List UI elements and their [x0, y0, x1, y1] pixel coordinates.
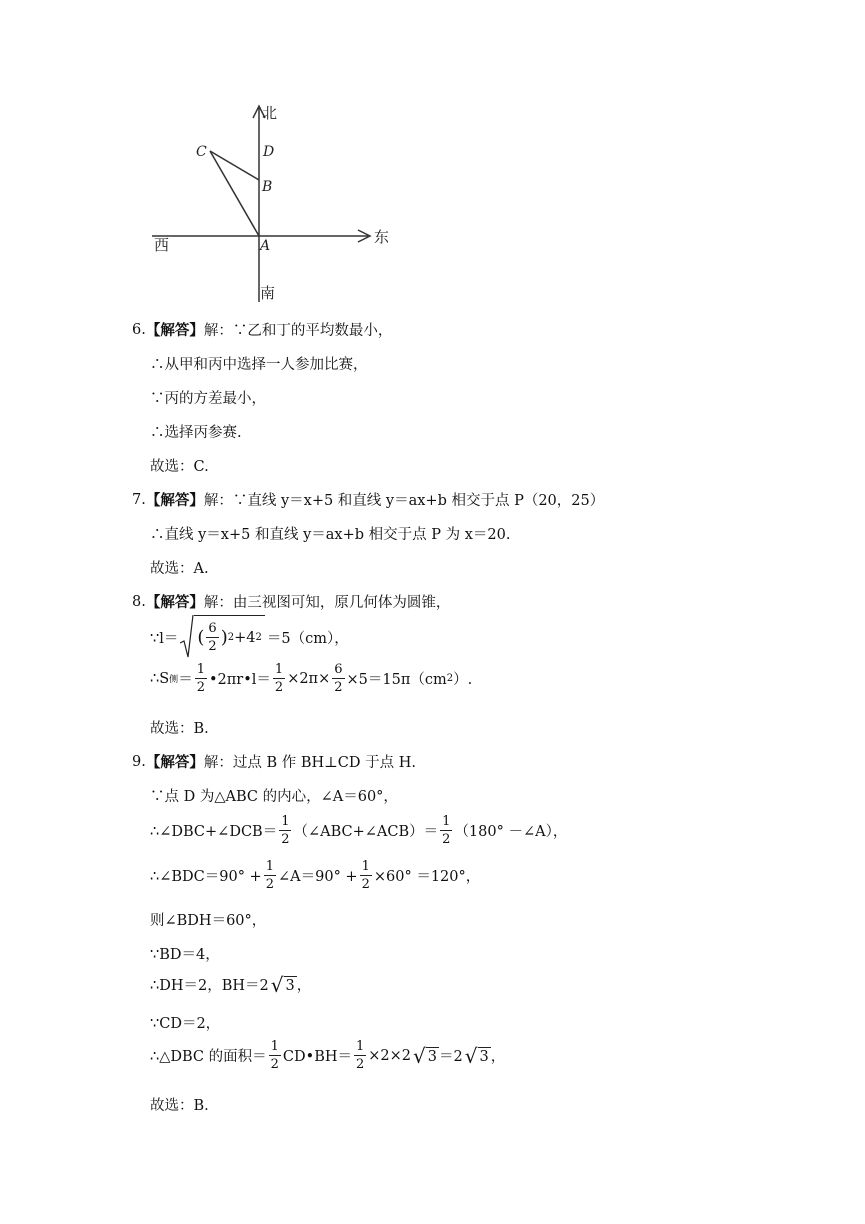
east-label: 东: [374, 228, 390, 246]
q9-l9-eq: ＝2: [439, 1049, 463, 1065]
q9-l4-mid: ∠A＝90° +: [278, 869, 358, 885]
q8-l3-post: ×5＝15π（cm: [346, 672, 447, 688]
q9-sqrt3-a: √ 3: [270, 972, 295, 997]
q9-half-f: $\frac{1}{2}$: [356, 1039, 365, 1072]
q9-half-b: $\frac{1}{2}$: [442, 814, 451, 847]
q8-l3-pre: ∴S: [150, 670, 170, 687]
q8-half-2: $\frac{1}{2}$: [274, 662, 284, 695]
point-d-label: D: [263, 144, 275, 160]
q9-l3-post: （180° －∠A），: [454, 824, 568, 840]
q8-number: 8.: [132, 593, 146, 610]
q8-half-1: $\frac{1}{2}$: [196, 662, 205, 695]
q9-heading: [132, 751, 416, 772]
q9-l9-post: ，: [490, 1049, 506, 1065]
q8-l2-post: ＝5（cm），: [266, 630, 349, 647]
q9-answer: 故选：B.: [150, 1098, 209, 1114]
q6-line-1: 解：∵乙和丁的平均数最小，: [203, 323, 393, 339]
segment-ca: [210, 151, 259, 236]
q9-half-c: $\frac{1}{2}$: [265, 859, 274, 892]
point-c-label: C: [196, 144, 207, 160]
q7-tag: 【解答】: [145, 492, 204, 509]
q6-line-4: ∴选择丙参赛.: [150, 425, 242, 441]
q9-line-8: ∵CD＝2，: [150, 1016, 221, 1032]
q6-tag: 【解答】: [145, 322, 204, 339]
q8-l3-sub: 侧: [169, 675, 179, 685]
q6-line-3: ∵丙的方差最小，: [150, 391, 266, 407]
south-label: 南: [260, 284, 276, 302]
q9-line-9: [150, 1040, 505, 1071]
q9-line-3: [150, 815, 567, 846]
q9-line-5: 则∠BDH＝60°，: [150, 913, 267, 929]
q9-tag: 【解答】: [145, 754, 204, 771]
q9-number: 9.: [132, 753, 146, 770]
q9-half-e: $\frac{1}{2}$: [270, 1039, 279, 1072]
q8-l3-end: ）.: [453, 672, 473, 688]
q9-l3-mid: （∠ABC+∠ACB）＝: [293, 824, 439, 840]
q9-sqrt3-b: √ 3: [413, 1043, 438, 1068]
point-b-label: B: [262, 179, 273, 195]
q9-line-1: 解：过点 B 作 BH⊥CD 于点 H.: [203, 755, 416, 771]
q9-l9-mid2: ×2×2: [368, 1047, 412, 1064]
q7-line-1: 解：∵直线 y＝x+5 和直线 y＝ax+b 相交于点 P（20，25）: [203, 493, 605, 509]
q9-l3-pre: ∴∠DBC+∠DCB＝: [150, 824, 278, 840]
q9-line-6: ∵BD＝4，: [150, 947, 220, 963]
west-label: 西: [154, 236, 170, 254]
north-label: 北: [262, 104, 278, 122]
q8-l3-eq: ＝: [178, 672, 193, 688]
q9-l9-pre: ∴△DBC 的面积＝: [150, 1049, 267, 1065]
q9-l4-post: ×60° ＝120°，: [373, 869, 481, 885]
q6-number: 6.: [132, 321, 146, 338]
q6-heading: [132, 319, 392, 340]
q8-sqrt: ( $\frac{6}{2}$ ) 2 +4 2: [180, 615, 264, 659]
radical-sign-icon: [180, 615, 194, 659]
q8-frac-num: 6: [208, 621, 217, 636]
q9-sqrt3-c: √ 3: [464, 1043, 489, 1068]
direction-diagram: [140, 96, 400, 312]
q8-line-3: [150, 663, 472, 694]
q8-l3-mid2: ×2π×: [287, 670, 331, 687]
q8-sq-exp: 2: [227, 632, 235, 643]
q6-line-2: ∴从甲和丙中选择一人参加比赛，: [150, 357, 368, 373]
point-a-label: A: [260, 238, 271, 254]
q8-four-exp: 2: [255, 632, 262, 643]
q7-number: 7.: [132, 491, 146, 508]
q9-half-a: $\frac{1}{2}$: [281, 814, 290, 847]
q8-answer: 故选：B.: [150, 721, 209, 737]
q8-l3-mid: •2πr•l＝: [208, 672, 271, 688]
q9-half-d: $\frac{1}{2}$: [361, 859, 370, 892]
q9-l7-pre: ∴DH＝2，BH＝2: [150, 978, 269, 994]
segment-cb: [210, 151, 259, 180]
direction-figure: [140, 96, 400, 312]
q8-line-2: [150, 615, 349, 659]
q8-tag: 【解答】: [145, 594, 204, 611]
q8-six-halves: $\frac{6}{2}$: [334, 662, 343, 695]
q8-line-1: 解：由三视图可知，原几何体为圆锥，: [203, 595, 451, 611]
q6-answer: 故选：C.: [150, 459, 209, 475]
q8-four: +4: [234, 629, 256, 646]
q8-l3-unit-exp: 2: [446, 673, 454, 684]
q9-line-4: [150, 860, 480, 891]
q9-line-2: ∵点 D 为△ABC 的内心，∠A＝60°，: [150, 789, 398, 805]
q9-l7-post: ，: [296, 978, 312, 994]
q9-l9-mid: CD•BH＝: [282, 1049, 352, 1065]
q7-line-2: ∴直线 y＝x+5 和直线 y＝ax+b 相交于点 P 为 x＝20.: [150, 527, 511, 543]
q8-l2-pre: ∵l＝: [150, 630, 179, 647]
q9-l4-pre: ∴∠BDC＝90° +: [150, 869, 262, 885]
q8-heading: [132, 591, 450, 612]
q7-heading: [132, 489, 604, 510]
q9-line-7: [150, 974, 311, 995]
q7-answer: 故选：A.: [150, 561, 209, 577]
q8-frac-den: 2: [208, 639, 217, 654]
